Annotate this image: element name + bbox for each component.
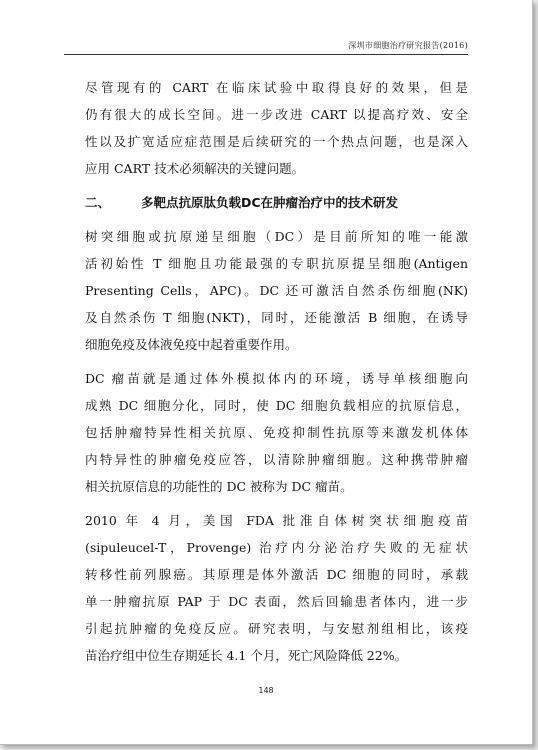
paragraph-1 — [85, 74, 468, 182]
text-line: 应用 CART 技术必须解决的关键问题。 — [85, 161, 305, 176]
text-line: 相关抗原信息的功能性的 DC 被称为 DC 瘤苗。 — [85, 479, 353, 494]
text-line: 成熟 DC 细胞分化，同时，使 DC 细胞负载相应的抗原信息， — [85, 398, 468, 413]
header-rule — [64, 54, 468, 55]
text-line: (sipuleucel-T，Provenge) 治疗内分泌治疗失败的无症状 — [85, 540, 468, 555]
text-line: 引起抗肿瘤的免疫反应。研究表明，与安慰剂组相比，该疫 — [85, 621, 468, 636]
text-line: Presenting Cells，APC)。DC 还可激活自然杀伤细胞(NK) — [85, 283, 468, 298]
text-line: 尽管现有的 CART 在临床试验中取得良好的效果，但是 — [85, 80, 468, 95]
page-number: 148 — [258, 686, 274, 695]
text-line: 转移性前列腺癌。其原理是体外激活 DC 细胞的同时，承载 — [85, 567, 468, 582]
text-line: 及自然杀伤 T 细胞(NKT)，同时，还能激活 B 细胞，在诱导 — [85, 310, 468, 325]
section-heading — [85, 189, 468, 216]
paragraph-3 — [85, 365, 468, 500]
text-line: 2010 年 4 月，美国 FDA 批准自体树突状细胞疫苗 — [85, 513, 468, 528]
paragraph-2 — [85, 223, 468, 358]
text-line: 单一肿瘤抗原 PAP 于 DC 表面，然后回输患者体内，进一步 — [85, 594, 468, 609]
text-line: 树突细胞或抗原递呈细胞（DC）是目前所知的唯一能激 — [85, 229, 468, 244]
text-line: DC 瘤苗就是通过体外模拟体内的环境，诱导单核细胞向 — [85, 371, 468, 386]
text-line: 内特异性的肿瘤免疫应答，以清除肿瘤细胞。这种携带肿瘤 — [85, 452, 468, 467]
text-line: 性以及扩宽适应症范围是后续研究的一个热点问题，也是深入 — [85, 134, 468, 149]
text-line: 苗治疗组中位生存期延长 4.1 个月，死亡风险降低 22%。 — [85, 648, 408, 663]
paragraph-4 — [85, 507, 468, 669]
text-line: 仍有很大的成长空间。进一步改进 CART 以提高疗效、安全 — [85, 107, 468, 122]
section-number: 二、 — [85, 195, 111, 210]
text-line: 包括肿瘤特异性相关抗原、免疫抑制性抗原等来激发机体体 — [85, 425, 468, 440]
page-body — [85, 74, 468, 676]
running-header: 深圳市细胞治疗研究报告(2016) — [348, 41, 468, 50]
section-title: 多靶点抗原肽负载DC在肿瘤治疗中的技术研发 — [141, 195, 399, 210]
text-line: 细胞免疫及体液免疫中起着重要作用。 — [85, 337, 298, 352]
text-line: 活初始性 T 细胞且功能最强的专职抗原提呈细胞(Antigen — [85, 256, 468, 271]
